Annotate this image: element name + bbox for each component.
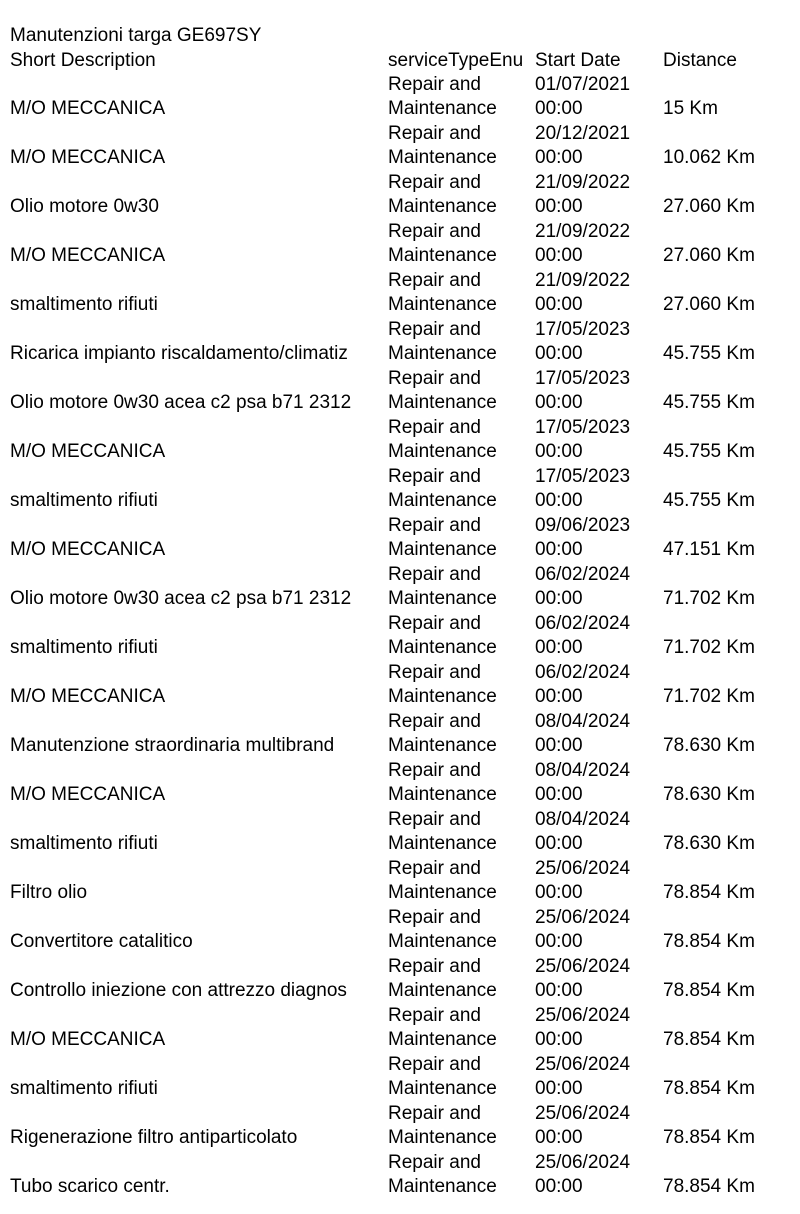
distance: 27.060 Km [663,245,755,266]
page-title: Manutenzioni targa GE697SY [10,25,262,46]
short-description: Ricarica impianto riscaldamento/climatiz [10,343,348,364]
short-description: smaltimento rifiuti [10,1078,158,1099]
start-time: 00:00 [535,1078,583,1099]
start-date: 08/04/2024 [535,711,631,732]
maintenance-table-body [0,73,800,1200]
start-date: 17/05/2023 [535,417,631,438]
distance: 78.854 Km [663,980,755,1001]
start-date: 21/09/2022 [535,221,631,242]
service-type-line2: Maintenance [388,539,497,560]
distance: 78.854 Km [663,882,755,903]
start-date: 08/04/2024 [535,760,631,781]
service-type-line2: Maintenance [388,931,497,952]
service-type-line1: Repair and [388,1005,481,1026]
service-type-line1: Repair and [388,1152,481,1173]
service-type-line2: Maintenance [388,784,497,805]
service-type-line2: Maintenance [388,1127,497,1148]
service-type-line1: Repair and [388,907,481,928]
distance: 10.062 Km [663,147,755,168]
service-type-line1: Repair and [388,711,481,732]
service-type-line2: Maintenance [388,1176,497,1197]
start-date: 25/06/2024 [535,858,631,879]
service-type-line2: Maintenance [388,441,497,462]
start-time: 00:00 [535,294,583,315]
start-date: 25/06/2024 [535,907,631,928]
service-type-line1: Repair and [388,613,481,634]
table-row [0,367,800,416]
short-description: Olio motore 0w30 acea c2 psa b71 2312 [10,392,352,413]
start-date: 17/05/2023 [535,319,631,340]
table-row [0,759,800,808]
table-row [0,220,800,269]
table-row [0,171,800,220]
distance: 27.060 Km [663,196,755,217]
start-time: 00:00 [535,539,583,560]
start-time: 00:00 [535,980,583,1001]
start-date: 20/12/2021 [535,123,631,144]
start-date: 25/06/2024 [535,956,631,977]
distance: 78.854 Km [663,931,755,952]
service-type-line1: Repair and [388,172,481,193]
start-date: 21/09/2022 [535,270,631,291]
start-time: 00:00 [535,686,583,707]
short-description: smaltimento rifiuti [10,637,158,658]
table-row [0,122,800,171]
service-type-line1: Repair and [388,74,481,95]
start-date: 17/05/2023 [535,368,631,389]
distance: 71.702 Km [663,686,755,707]
service-type-line2: Maintenance [388,980,497,1001]
start-time: 00:00 [535,98,583,119]
short-description: M/O MECCANICA [10,686,166,707]
distance: 47.151 Km [663,539,755,560]
table-row [0,563,800,612]
start-date: 21/09/2022 [535,172,631,193]
start-time: 00:00 [535,343,583,364]
start-time: 00:00 [535,637,583,658]
start-time: 00:00 [535,931,583,952]
service-type-line2: Maintenance [388,1029,497,1050]
service-type-line1: Repair and [388,809,481,830]
service-type-line2: Maintenance [388,882,497,903]
distance: 78.630 Km [663,735,755,756]
service-type-line2: Maintenance [388,392,497,413]
start-date: 09/06/2023 [535,515,631,536]
start-time: 00:00 [535,196,583,217]
table-row [0,710,800,759]
start-time: 00:00 [535,441,583,462]
table-row [0,1151,800,1200]
service-type-line1: Repair and [388,1054,481,1075]
distance: 71.702 Km [663,637,755,658]
start-time: 00:00 [535,1029,583,1050]
service-type-line1: Repair and [388,515,481,536]
start-time: 00:00 [535,833,583,854]
start-date: 06/02/2024 [535,564,631,585]
start-time: 00:00 [535,392,583,413]
short-description: Convertitore catalitico [10,931,193,952]
table-row [0,514,800,563]
service-type-line1: Repair and [388,123,481,144]
service-type-line2: Maintenance [388,490,497,511]
start-time: 00:00 [535,1127,583,1148]
service-type-line1: Repair and [388,760,481,781]
start-date: 06/02/2024 [535,613,631,634]
table-row [0,955,800,1004]
distance: 78.630 Km [663,833,755,854]
start-time: 00:00 [535,588,583,609]
distance: 45.755 Km [663,441,755,462]
service-type-line2: Maintenance [388,588,497,609]
service-type-line1: Repair and [388,564,481,585]
short-description: Olio motore 0w30 acea c2 psa b71 2312 [10,588,352,609]
short-description: Olio motore 0w30 [10,196,159,217]
service-type-line2: Maintenance [388,1078,497,1099]
service-type-line2: Maintenance [388,833,497,854]
table-row [0,269,800,318]
distance: 45.755 Km [663,343,755,364]
start-date: 17/05/2023 [535,466,631,487]
start-time: 00:00 [535,882,583,903]
service-type-line2: Maintenance [388,735,497,756]
short-description: Manutenzione straordinaria multibrand [10,735,335,756]
service-type-line2: Maintenance [388,343,497,364]
table-row [0,612,800,661]
start-date: 01/07/2021 [535,74,631,95]
distance: 78.854 Km [663,1029,755,1050]
short-description: M/O MECCANICA [10,245,166,266]
column-header-service-type: serviceTypeEnu [388,50,524,71]
service-type-line2: Maintenance [388,637,497,658]
start-date: 25/06/2024 [535,1054,631,1075]
table-row [0,661,800,710]
service-type-line1: Repair and [388,221,481,242]
column-header-start-date: Start Date [535,50,621,71]
start-date: 06/02/2024 [535,662,631,683]
short-description: M/O MECCANICA [10,1029,166,1050]
table-row [0,73,800,122]
service-type-line1: Repair and [388,1103,481,1124]
distance: 71.702 Km [663,588,755,609]
start-time: 00:00 [535,245,583,266]
short-description: M/O MECCANICA [10,98,166,119]
short-description: Controllo iniezione con attrezzo diagnos [10,980,347,1001]
service-type-line2: Maintenance [388,294,497,315]
short-description: smaltimento rifiuti [10,833,158,854]
short-description: Tubo scarico centr. [10,1176,170,1197]
start-date: 25/06/2024 [535,1005,631,1026]
short-description: smaltimento rifiuti [10,490,158,511]
service-type-line2: Maintenance [388,98,497,119]
table-header [0,49,800,73]
service-type-line1: Repair and [388,858,481,879]
distance: 78.854 Km [663,1078,755,1099]
table-row [0,808,800,857]
short-description: Rigenerazione filtro antiparticolato [10,1127,298,1148]
distance: 27.060 Km [663,294,755,315]
service-type-line1: Repair and [388,417,481,438]
distance: 78.854 Km [663,1127,755,1148]
service-type-line1: Repair and [388,270,481,291]
short-description: M/O MECCANICA [10,441,166,462]
start-date: 08/04/2024 [535,809,631,830]
start-time: 00:00 [535,490,583,511]
service-type-line2: Maintenance [388,686,497,707]
service-type-line1: Repair and [388,319,481,340]
short-description: M/O MECCANICA [10,147,166,168]
start-time: 00:00 [535,147,583,168]
column-header-description: Short Description [10,50,156,71]
table-row [0,857,800,906]
distance: 78.854 Km [663,1176,755,1197]
table-row [0,1004,800,1053]
short-description: Filtro olio [10,882,88,903]
short-description: M/O MECCANICA [10,539,166,560]
start-time: 00:00 [535,1176,583,1197]
service-type-line2: Maintenance [388,245,497,266]
table-row [0,906,800,955]
service-type-line1: Repair and [388,466,481,487]
table-row [0,465,800,514]
distance: 78.630 Km [663,784,755,805]
distance: 45.755 Km [663,392,755,413]
distance: 45.755 Km [663,490,755,511]
service-type-line2: Maintenance [388,147,497,168]
service-type-line1: Repair and [388,662,481,683]
start-date: 25/06/2024 [535,1103,631,1124]
table-row [0,1102,800,1151]
distance: 15 Km [663,98,718,119]
short-description: smaltimento rifiuti [10,294,158,315]
service-type-line2: Maintenance [388,196,497,217]
table-row [0,416,800,465]
service-type-line1: Repair and [388,368,481,389]
service-type-line1: Repair and [388,956,481,977]
table-row [0,1053,800,1102]
start-time: 00:00 [535,784,583,805]
table-row [0,318,800,367]
short-description: M/O MECCANICA [10,784,166,805]
start-date: 25/06/2024 [535,1152,631,1173]
start-time: 00:00 [535,735,583,756]
column-header-distance: Distance [663,50,737,71]
